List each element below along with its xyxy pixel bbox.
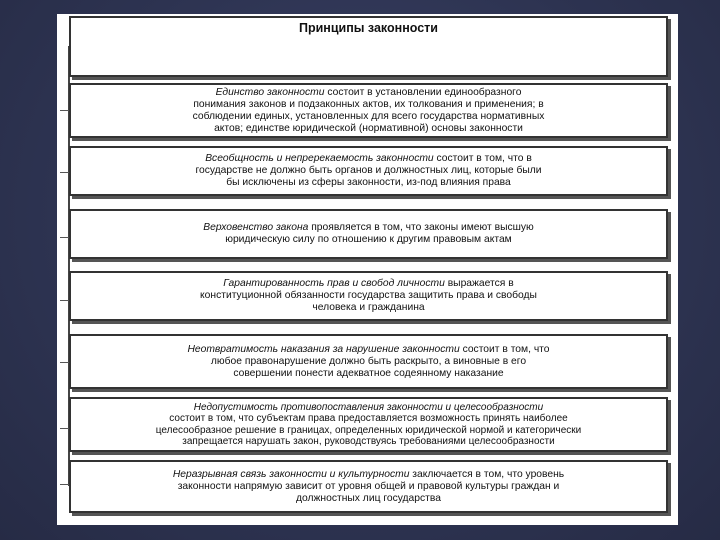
principle-box: [69, 397, 668, 452]
principle-text: Гарантированность прав и свобод личности выражается в конституционной обязанности государства защитить права и свободы человека и гражданина: [200, 278, 537, 313]
principle-box: [69, 209, 668, 259]
diagram-title: Принципы законности: [299, 21, 438, 35]
principle-text: Верховенство закона проявляется в том, что законы имеют высшую юридическую силу по отношению к другим правовым актам: [203, 222, 534, 245]
principle-text: Недопустимость противопоставления законности и целесообразности состоит в том, что субъектам права предоставляется возможность принять наиболее целесообразное решение в границах, определенных юридической нормой и категорически запрещается нарушать закон, руководствуясь требованиями целесообразности: [155, 401, 582, 447]
principle-box: [69, 146, 668, 196]
principle-box: [69, 334, 668, 389]
principle-text: Единство законности состоит в установлении единообразного понимания законов и подзаконных актов, их толкования и применения; в соблюдении единых, установленных для всего государства нормативных актов; единстве юридической (нормативной) основы законности: [192, 86, 545, 134]
principle-box: [69, 271, 668, 321]
principle-box: [69, 460, 668, 513]
principle-text: Всеобщность и непререкаемость законности состоит в том, что в государстве не должно быть органов и должностных лиц, которые были бы исключены из сферы законности, из-под влияния права: [195, 153, 542, 188]
principle-text: Неразрывная связь законности и культурности заключается в том, что уровень законности напрямую зависит от уровня общей и правовой культуры граждан и должностных лиц государства: [172, 468, 565, 504]
diagram-title-box: [69, 16, 668, 77]
principle-text: Неотвратимость наказания за нарушение законности состоит в том, что любое правонарушение должно быть раскрыто, а виновные в его совершении понести адекватное содеянному наказание: [187, 343, 550, 379]
principle-box: [69, 83, 668, 138]
